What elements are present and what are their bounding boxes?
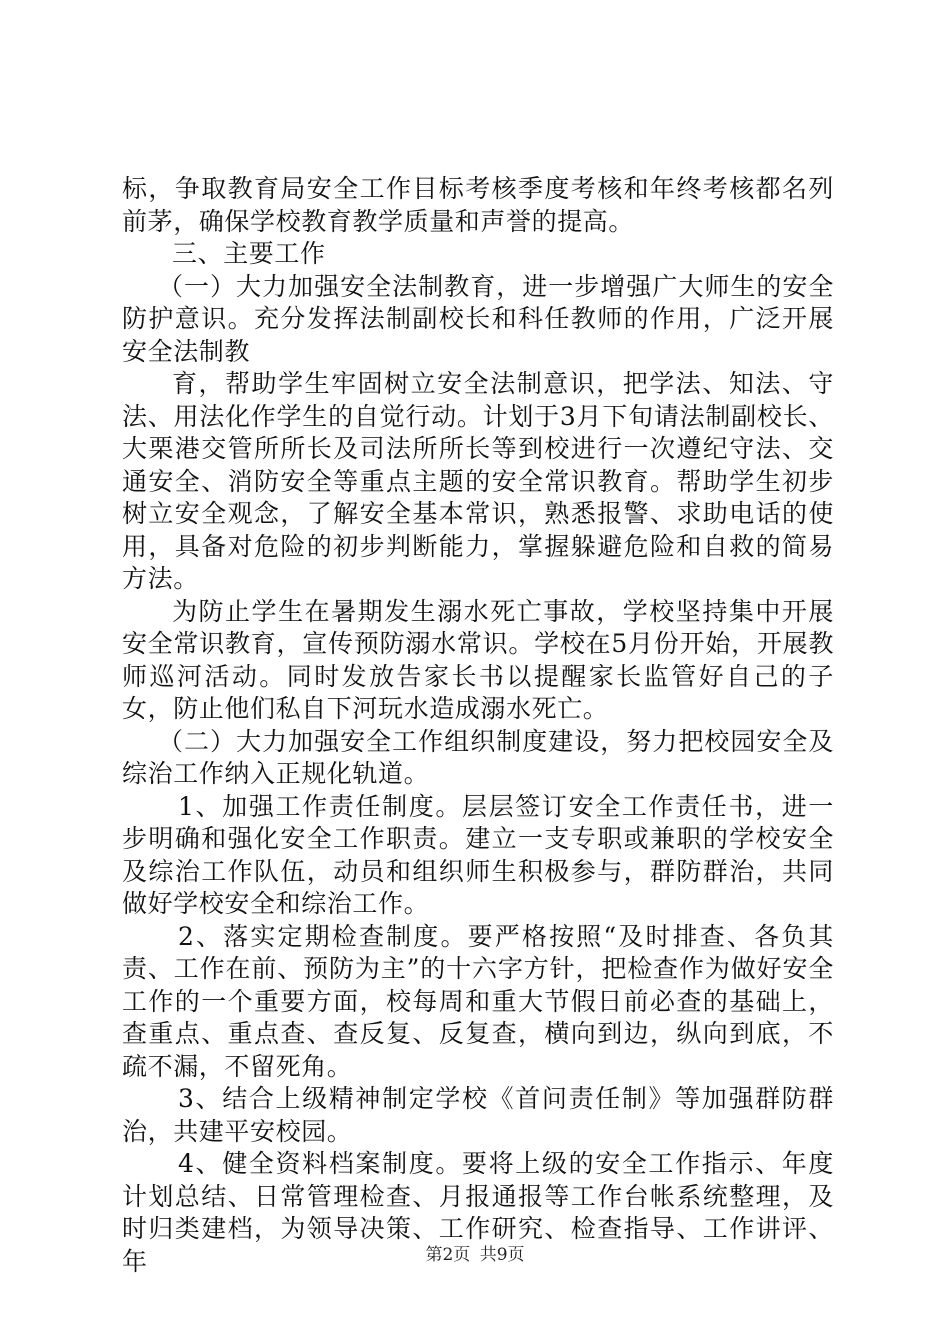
- list-item-1: 1、加强工作责任制度。层层签订安全工作责任书，进一步明确和强化安全工作职责。建立一支专职或兼职的学校安全及综治工作队伍，动员和组织师生积极参与，群防群治，共同做好学校安全和综治工作。: [122, 791, 834, 918]
- paragraph-continuation: 标，争取教育局安全工作目标考核季度考核和年终考核都名列前茅，确保学校教育教学质量和声誉的提高。: [122, 174, 834, 236]
- document-body: [122, 173, 834, 1278]
- section-heading: 三、主要工作: [172, 239, 326, 268]
- subsection-heading-2: （二）大力加强安全工作组织制度建设，努力把校园安全及综治工作纳入正规化轨道。: [122, 726, 834, 788]
- list-item-3: 3、结合上级精神制定学校《首问责任制》等加强群防群治，共建平安校园。: [122, 1084, 834, 1146]
- page-footer: [0, 1240, 950, 1265]
- page-total: 共9页: [479, 1245, 525, 1265]
- paragraph-drowning-prevention: 为防止学生在暑期发生溺水死亡事故，学校坚持集中开展安全常识教育，宣传预防溺水常识。学校在5月份开始，开展教师巡河活动。同时发放告家长书以提醒家长监管好自己的子女，防止他们私自下河玩水造成溺水死亡。: [122, 596, 834, 723]
- list-item-2: 2、落实定期检查制度。要严格按照“及时排查、各负其责、工作在前、预防为主”的十六字方针，把检查作为做好安全工作的一个重要方面，校每周和重大节假日前必查的基础上，查重点、重点查、查反复、反复查，横向到边，纵向到底，不疏不漏，不留死角。: [122, 921, 834, 1081]
- page-number: 第2页: [425, 1245, 471, 1265]
- paragraph-legal-education: 育，帮助学生牢固树立安全法制意识，把学法、知法、守法、用法化作学生的自觉行动。计划于3月下旬请法制副校长、大栗港交管所所长及司法所所长等到校进行一次遵纪守法、交通安全、消防安全等重点主题的安全常识教育。帮助学生初步树立安全观念，了解安全基本常识，熟悉报警、求助电话的使用，具备对危险的初步判断能力，掌握躲避危险和自救的简易方法。: [122, 369, 834, 593]
- subsection-heading-1: （一）大力加强安全法制教育，进一步增强广大师生的安全防护意识。充分发挥法制副校长和科任教师的作用，广泛开展安全法制教: [122, 271, 834, 366]
- list-item-4: 4、健全资料档案制度。要将上级的安全工作指示、年度计划总结、日常管理检查、月报通报等工作台帐系统整理，及时归类建档，为领导决策、工作研究、检查指导、工作讲评、年: [122, 1149, 834, 1276]
